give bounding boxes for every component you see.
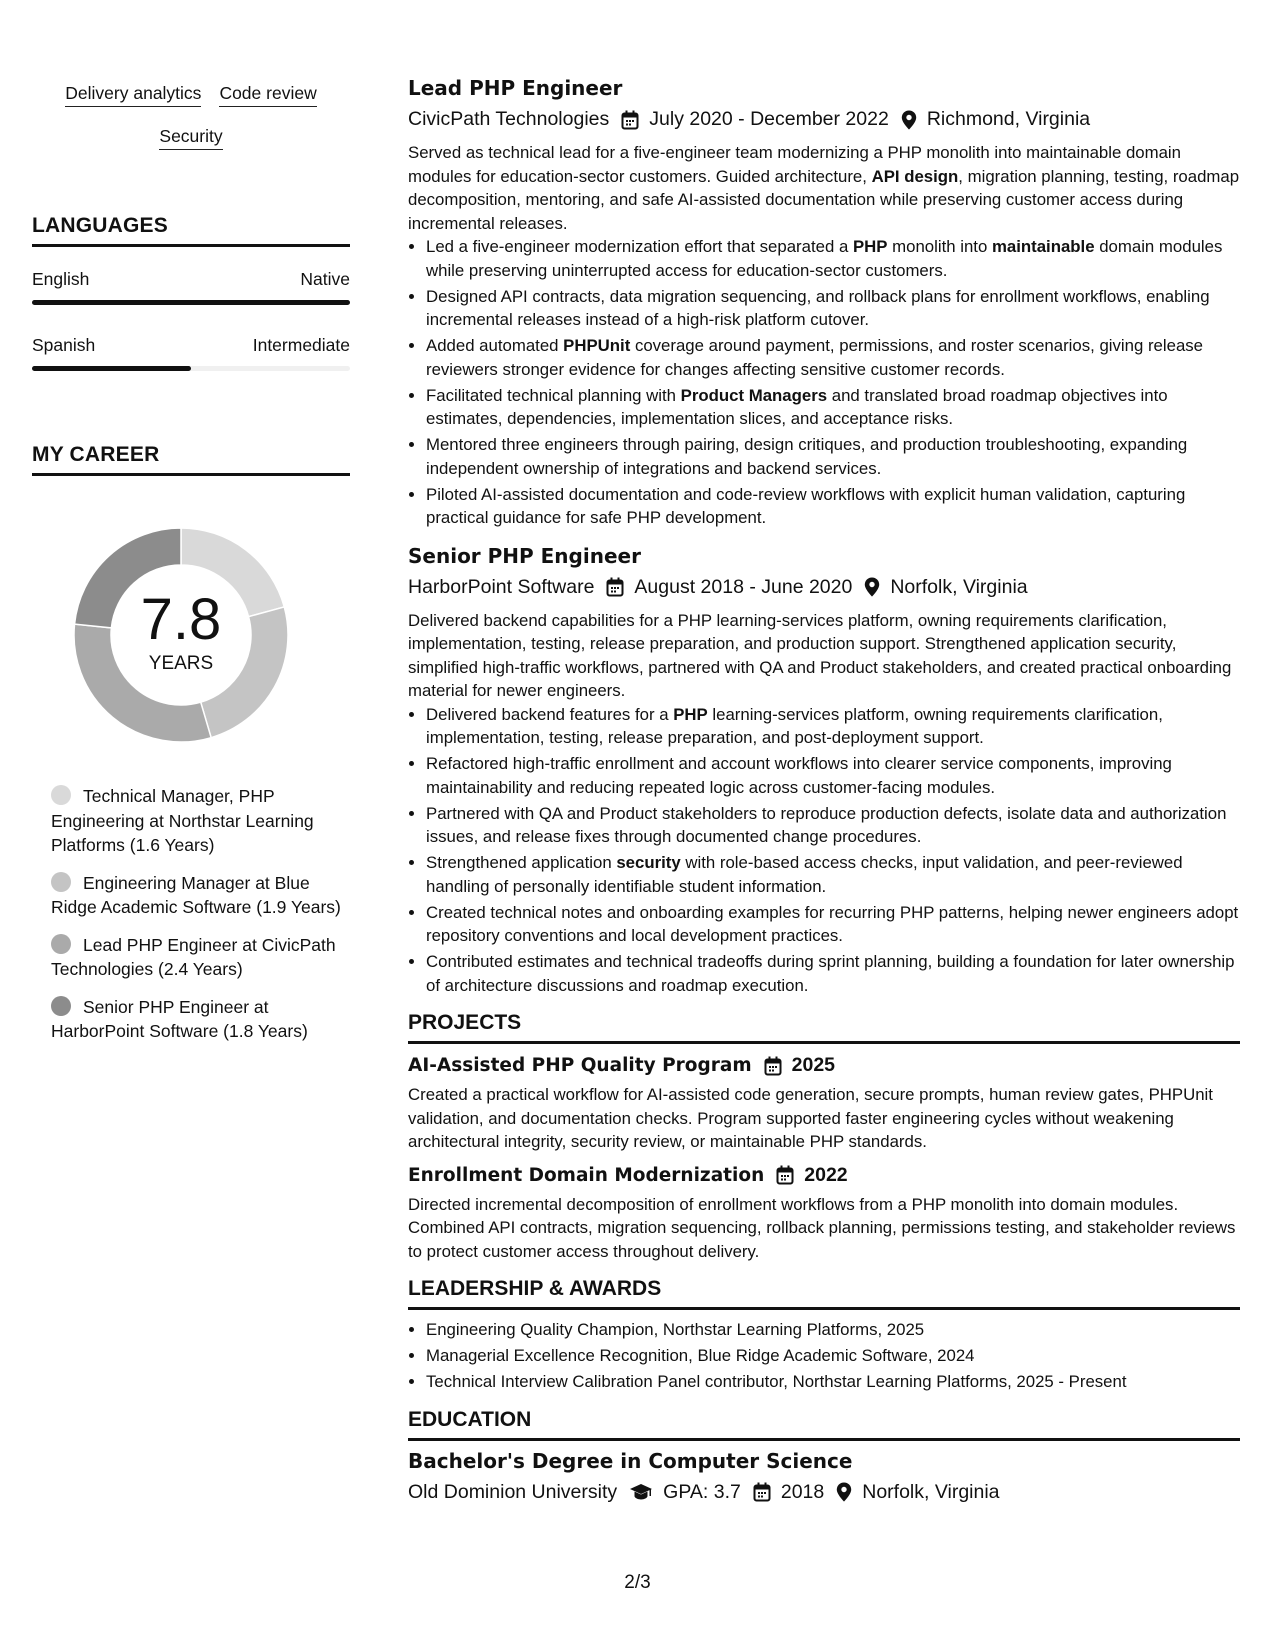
- skills-tags: [32, 82, 350, 150]
- language-proficiency-bar: [32, 300, 350, 305]
- career-unit: YEARS: [148, 653, 214, 674]
- legend-dot: [51, 872, 71, 892]
- calendar-icon: [606, 577, 624, 597]
- projects-title: PROJECTS: [408, 1011, 1240, 1044]
- job-bullet: • Facilitated technical planning with Product Managers and translated broad roadmap objectives into estimates, dependencies, implementation slices, and acceptance risks.: [426, 384, 1240, 431]
- career-legend: [51, 784, 341, 1044]
- career-donut: [66, 520, 296, 750]
- career-legend-label: Engineering Manager at Blue Ridge Academic Software (1.9 Years): [51, 872, 341, 917]
- career-legend-label: Technical Manager, PHP Engineering at Northstar Learning Platforms (1.6 Years): [51, 786, 314, 855]
- job-bullet: • Contributed estimates and technical tradeoffs during sprint planning, building a foundation for later ownership of architecture discussions and roadmap execution.: [426, 950, 1240, 997]
- language-level: Native: [300, 269, 350, 289]
- language-proficiency-fill: [32, 300, 350, 305]
- language-name: Spanish: [32, 335, 96, 355]
- skill-tag: Code review: [219, 82, 316, 107]
- job-company: CivicPath Technologies: [408, 108, 610, 130]
- job-bullet: • Strengthened application security with role-based access checks, input validation, and peer-reviewed handling of personally identifiable student information.: [426, 851, 1240, 898]
- skill-tag: Delivery analytics: [65, 82, 201, 107]
- language-item: [32, 269, 350, 305]
- project-year: 2025: [791, 1054, 836, 1076]
- education-gpa: GPA: 3.7: [663, 1480, 741, 1503]
- project-description: Created a practical workflow for AI-assisted code generation, secure prompts, human review gates, PHPUnit validation, and documentation checks. Program supported faster engineering cycles without weakening architectural integrity, security review, or maintainable PHP standards.: [408, 1085, 1213, 1151]
- leadership-item: • Managerial Excellence Recognition, Blue Ridge Academic Software, 2024: [426, 1344, 1240, 1368]
- legend-dot: [51, 785, 71, 805]
- job-location: Norfolk, Virginia: [890, 575, 1028, 598]
- job-bullet: • Added automated PHPUnit coverage around payment, permissions, and roster scenarios, giving release reviewers stronger evidence for changes affecting sensitive customer records.: [426, 334, 1240, 381]
- job-meta: [408, 108, 1240, 131]
- job-bullet: • Refactored high-traffic enrollment and account workflows into clearer service components, improving maintainability and reducing repeated logic across customer-facing modules.: [426, 752, 1240, 799]
- main-content: [408, 76, 1240, 1504]
- job-bullet: • Created technical notes and onboarding examples for recurring PHP patterns, helping newer engineers adopt repository conventions and local development practices.: [426, 901, 1240, 948]
- leadership-title: LEADERSHIP & AWARDS: [408, 1277, 1240, 1310]
- job-bullets: [408, 235, 1240, 530]
- project-item: [408, 1164, 1240, 1264]
- career-section: [32, 443, 350, 1044]
- job-bullet: • Led a five-engineer modernization effort that separated a PHP monolith into maintainable domain modules while preserving uninterrupted access for education-sector customers.: [426, 235, 1240, 282]
- job-dates: August 2018 - June 2020: [634, 575, 853, 598]
- language-item: [32, 335, 350, 371]
- education-location: Norfolk, Virginia: [862, 1480, 1000, 1503]
- education-year: 2018: [780, 1480, 825, 1503]
- legend-dot: [51, 934, 71, 954]
- calendar-icon: [764, 1056, 782, 1076]
- job-entry: [408, 76, 1240, 530]
- education-degree: Bachelor's Degree in Computer Science: [408, 1448, 853, 1473]
- project-name: Enrollment Domain Modernization: [408, 1164, 765, 1186]
- location-pin-icon: [836, 1482, 852, 1502]
- calendar-icon: [753, 1482, 771, 1502]
- career-legend-item: [51, 871, 341, 920]
- language-proficiency-fill: [32, 366, 191, 371]
- job-summary: Delivered backend capabilities for a PHP learning-services platform, owning requirements clarification, implementation, testing, release preparation, and production support. Strengthened application security, simplified high-traffic workflows, partnered with QA and Product stakeholders, and created practical onboarding material for newer engineers.: [408, 610, 1232, 700]
- education-entry: [408, 1449, 1240, 1504]
- job-bullet: • Delivered backend features for a PHP learning-services platform, owning requirements clarification, implementation, testing, release preparation, and post-deployment support.: [426, 703, 1240, 750]
- job-title: Senior PHP Engineer: [408, 543, 641, 568]
- language-name: English: [32, 269, 90, 289]
- career-legend-item: [51, 784, 341, 858]
- education-school: Old Dominion University: [408, 1480, 618, 1503]
- career-legend-item: [51, 933, 341, 982]
- calendar-icon: [776, 1165, 794, 1185]
- career-legend-label: Lead PHP Engineer at CivicPath Technologies (2.4 Years): [51, 934, 336, 979]
- job-meta: [408, 576, 1240, 599]
- leadership-item: • Technical Interview Calibration Panel contributor, Northstar Learning Platforms, 2025 - Present: [426, 1370, 1240, 1394]
- career-title: MY CAREER: [32, 443, 350, 476]
- location-pin-icon: [901, 110, 917, 130]
- career-total: 7.8: [140, 587, 222, 652]
- languages-title: LANGUAGES: [32, 214, 350, 247]
- job-bullet: • Mentored three engineers through pairing, design critiques, and production troubleshooting, expanding independent ownership of integrations and backend services.: [426, 433, 1240, 480]
- project-name: AI-Assisted PHP Quality Program: [408, 1055, 752, 1076]
- job-bullet: • Designed API contracts, data migration sequencing, and rollback plans for enrollment workflows, enabling incremental releases instead of a high-risk platform cutover.: [426, 285, 1240, 332]
- job-company: HarborPoint Software: [408, 575, 595, 598]
- project-description: Directed incremental decomposition of enrollment workflows from a PHP monolith into domain modules. Combined API contracts, migration sequencing, rollback planning, permissions testing, and stakeholder reviews to protect customer access throughout delivery.: [408, 1194, 1236, 1261]
- job-dates: July 2020 - December 2022: [649, 108, 889, 130]
- calendar-icon: [621, 110, 639, 130]
- job-bullet: • Partnered with QA and Product stakeholders to reproduce production defects, isolate data and authorization issues, and release fixes through documented change procedures.: [426, 802, 1240, 849]
- skill-tag: Security: [159, 125, 222, 150]
- leadership-list: [408, 1318, 1240, 1394]
- location-pin-icon: [864, 577, 880, 597]
- job-title: Lead PHP Engineer: [408, 76, 623, 100]
- job-summary: Served as technical lead for a five-engineer team modernizing a PHP monolith into maintainable domain modules for education-sector customers. Guided architecture, API design, migration planning, testing, roadmap decomposition, mentoring, and safe AI-assisted documentation while preserving customer access during incremental releases.: [408, 143, 1240, 233]
- leadership-item: • Engineering Quality Champion, Northstar Learning Platforms, 2025: [426, 1318, 1240, 1342]
- job-entry: [408, 544, 1240, 998]
- career-legend-item: [51, 995, 341, 1044]
- career-legend-label: Senior PHP Engineer at HarborPoint Software (1.8 Years): [51, 996, 308, 1041]
- languages-section: [32, 214, 350, 371]
- language-level: Intermediate: [252, 335, 350, 355]
- job-location: Richmond, Virginia: [926, 108, 1091, 130]
- education-title: EDUCATION: [408, 1408, 1240, 1441]
- graduation-cap-icon: [629, 1483, 653, 1501]
- language-proficiency-bar: [32, 366, 350, 371]
- project-year: 2022: [804, 1163, 848, 1186]
- job-bullet: • Piloted AI-assisted documentation and code-review workflows with explicit human validation, capturing practical guidance for safe PHP development.: [426, 483, 1240, 530]
- legend-dot: [51, 996, 71, 1016]
- sidebar: [32, 82, 350, 1057]
- page-number: 2/3: [624, 1572, 651, 1593]
- project-item: [408, 1054, 1240, 1154]
- education-meta: [408, 1481, 1240, 1504]
- job-bullets: [408, 703, 1240, 998]
